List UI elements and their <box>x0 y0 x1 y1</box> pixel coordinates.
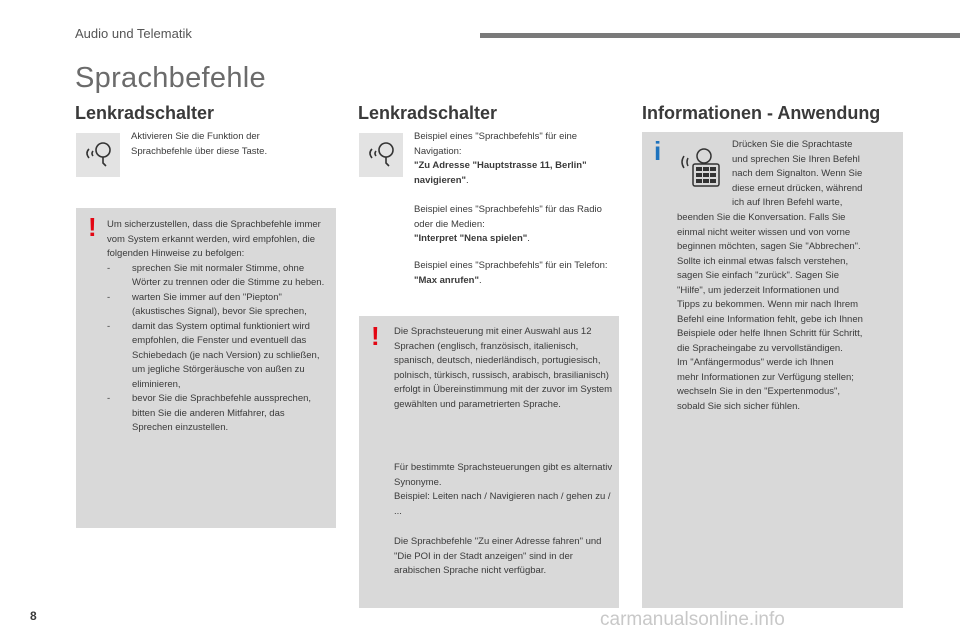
list-item: - warten Sie immer auf den "Piepton" (akustisches Signal), bevor Sie sprechen, <box>107 291 307 317</box>
warning-icon: ! <box>371 321 380 351</box>
list-item: - bevor Sie die Sprachbefehle aussprechen, bitten Sie die anderen Mitfahrer, das Sprechen einzustellen. <box>107 393 312 433</box>
voice-keypad-icon <box>676 146 726 188</box>
warning-icon: ! <box>88 212 97 242</box>
voice-command-icon <box>76 133 120 177</box>
warning-intro: Um sicherzustellen, dass die Sprachbefehle immer vom System erkannt werden, wird empfohlen, die folgenden Hinweise zu befolgen: <box>107 219 321 259</box>
language-info: Die Sprachsteuerung mit einer Auswahl aus 12 Sprachen (englisch, französisch, italienisch, spanisch, deutsch, niederländisch, portugiesisch, polnisch, türkisch, russisch, arabisch, brasilianisch) erfolgt in Übereinstimmung mit der zuvor im System gewählten und parametrierten Sprache. <box>394 326 613 410</box>
example-phone: Beispiel eines "Sprachbefehls" für ein Telefon: "Max anrufen". <box>414 260 608 286</box>
example-command: "Interpret "Nena spielen" <box>414 233 528 244</box>
steering-voice-button <box>359 133 403 177</box>
arabic-note: Die Sprachbefehle "Zu einer Adresse fahren" und "Die POI in der Stadt anzeigen" sind in der arabischen Sprache nicht verfügbar. <box>394 536 602 576</box>
col1-intro: Aktivieren Sie die Funktion der Sprachbefehle über diese Taste. <box>131 131 268 157</box>
header-bar <box>480 33 960 38</box>
example-command: "Zu Adresse "Hauptstrasse 11, Berlin" navigieren" <box>414 160 587 186</box>
col1-warning-text <box>107 218 327 436</box>
col1-title: Lenkradschalter <box>75 103 215 123</box>
example-navigation: Beispiel eines "Sprachbefehls" für eine Navigation: "Zu Adresse "Hauptstrasse 11, Berlin" navigieren". <box>414 131 587 186</box>
info-text-indented: Drücken Sie die Sprachtaste und sprechen Sie Ihren Befehl nach dem Signalton. Wenn Sie diese erneut drücken, während ich auf Ihren Befehl warte, <box>732 139 863 208</box>
steering-voice-button <box>76 133 120 177</box>
col3-title: Informationen - Anwendung <box>642 103 881 123</box>
info-icon: i <box>654 136 662 166</box>
warning-list <box>107 262 327 436</box>
voice-command-icon <box>359 133 403 177</box>
list-item: - sprechen Sie mit normaler Stimme, ohne Wörter zu trennen oder die Stimme zu heben. <box>107 262 325 288</box>
page-number: 8 <box>30 609 37 623</box>
example-command: "Max anrufen" <box>414 274 479 286</box>
section-header-title: Audio und Telematik <box>75 26 192 41</box>
synonyms-info: Für bestimmte Sprachsteuerungen gibt es alternativ Synonyme. Beispiel: Leiten nach / Navigieren nach / gehen zu / ... <box>394 462 613 517</box>
example-radio: Beispiel eines "Sprachbefehls" für das Radio oder die Medien: "Interpret "Nena spielen". <box>414 204 602 244</box>
info-text-full: beenden Sie die Konversation. Falls Sie einmal nicht weiter wissen und von vorne beginnen möchten, sagen Sie "Abbrechen". Sollte ich einmal etwas falsch verstehen, sagen Sie einfach "zurück". Sagen Sie "Hilfe", um jederzeit Informationen und Tipps zu bekommen. Wenn mir nach Ihrem Befehl eine Information fehlt, gebe ich Ihnen Beispiele oder helfe Ihnen Schritt für Schritt, die Spracheingabe zu vervollständigen. Im "Anfängermodus" werde ich Ihnen mehr Informationen zur Verfügung stellen; wechseln Sie in den "Expertenmodus", sobald Sie sich sicher fühlen. <box>677 212 863 412</box>
list-item: - damit das System optimal funktioniert wird empfohlen, die Fenster und eventuell das Schiebedach (je nach Version) zu schließen, um jegliche Störgeräusche von außen zu eliminieren, <box>107 320 320 390</box>
watermark: carmanualsonline.info <box>600 609 785 630</box>
page-title: Sprachbefehle <box>75 62 266 94</box>
col2-title: Lenkradschalter <box>358 103 498 123</box>
